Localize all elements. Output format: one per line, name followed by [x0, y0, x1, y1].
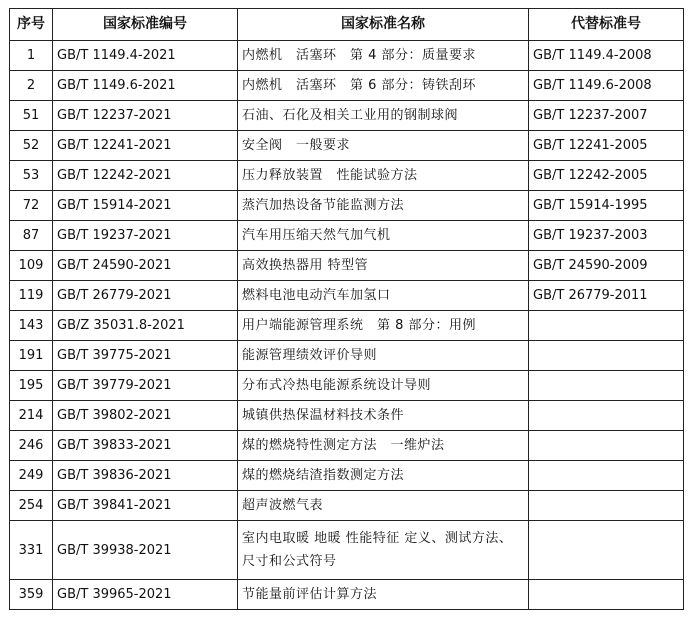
row-replaces: GB/T 26779-2011	[529, 281, 684, 311]
row-replaces: GB/T 12242-2005	[529, 161, 684, 191]
row-name: 城镇供热保温材料技术条件	[238, 401, 529, 431]
row-seq: 359	[10, 580, 53, 610]
row-name: 内燃机 活塞环 第 4 部分：质量要求	[238, 41, 529, 71]
row-name: 能源管理绩效评价导则	[238, 341, 529, 371]
row-replaces	[529, 461, 684, 491]
table-row	[10, 131, 684, 161]
row-seq: 195	[10, 371, 53, 401]
row-seq: 2	[10, 71, 53, 101]
row-code: GB/T 12237-2021	[53, 101, 238, 131]
row-name: 节能量前评估计算方法	[238, 580, 529, 610]
row-code: GB/Z 35031.8-2021	[53, 311, 238, 341]
row-replaces: GB/T 12237-2007	[529, 101, 684, 131]
table-row	[10, 221, 684, 251]
table-row	[10, 101, 684, 131]
row-code: GB/T 39833-2021	[53, 431, 238, 461]
row-seq: 53	[10, 161, 53, 191]
row-code: GB/T 19237-2021	[53, 221, 238, 251]
table-row	[10, 191, 684, 221]
table-row	[10, 401, 684, 431]
table-header-row	[10, 9, 684, 41]
row-replaces: GB/T 1149.4-2008	[529, 41, 684, 71]
table-row	[10, 281, 684, 311]
row-code: GB/T 39779-2021	[53, 371, 238, 401]
row-name: 燃料电池电动汽车加氢口	[238, 281, 529, 311]
row-code: GB/T 39836-2021	[53, 461, 238, 491]
row-name: 分布式冷热电能源系统设计导则	[238, 371, 529, 401]
row-code: GB/T 12241-2021	[53, 131, 238, 161]
row-replaces: GB/T 19237-2003	[529, 221, 684, 251]
standards-table	[9, 8, 684, 610]
row-name: 用户端能源管理系统 第 8 部分：用例	[238, 311, 529, 341]
row-code: GB/T 39775-2021	[53, 341, 238, 371]
table-row	[10, 161, 684, 191]
header-seq: 序号	[10, 9, 53, 41]
row-seq: 254	[10, 491, 53, 521]
table-row	[10, 341, 684, 371]
row-replaces	[529, 311, 684, 341]
row-code: GB/T 26779-2021	[53, 281, 238, 311]
row-replaces	[529, 580, 684, 610]
table-row	[10, 431, 684, 461]
row-seq: 249	[10, 461, 53, 491]
row-name: 煤的燃烧结渣指数测定方法	[238, 461, 529, 491]
table-row	[10, 521, 684, 580]
row-seq: 331	[10, 521, 53, 580]
row-name: 室内电取暖 地暖 性能特征 定义、测试方法、尺寸和公式符号	[238, 521, 529, 580]
row-name: 石油、石化及相关工业用的钢制球阀	[238, 101, 529, 131]
row-name: 超声波燃气表	[238, 491, 529, 521]
row-seq: 72	[10, 191, 53, 221]
row-replaces: GB/T 1149.6-2008	[529, 71, 684, 101]
row-replaces	[529, 491, 684, 521]
row-seq: 87	[10, 221, 53, 251]
row-seq: 51	[10, 101, 53, 131]
row-replaces	[529, 401, 684, 431]
row-name: 高效换热器用 特型管	[238, 251, 529, 281]
row-seq: 143	[10, 311, 53, 341]
row-seq: 214	[10, 401, 53, 431]
row-seq: 246	[10, 431, 53, 461]
row-code: GB/T 1149.4-2021	[53, 41, 238, 71]
row-name: 安全阀 一般要求	[238, 131, 529, 161]
table-row	[10, 580, 684, 610]
row-name: 煤的燃烧特性测定方法 一维炉法	[238, 431, 529, 461]
header-name: 国家标准名称	[238, 9, 529, 41]
row-name: 压力释放装置 性能试验方法	[238, 161, 529, 191]
table-row	[10, 71, 684, 101]
row-code: GB/T 24590-2021	[53, 251, 238, 281]
row-replaces	[529, 341, 684, 371]
row-code: GB/T 39965-2021	[53, 580, 238, 610]
table-row	[10, 491, 684, 521]
row-seq: 191	[10, 341, 53, 371]
row-replaces	[529, 431, 684, 461]
row-name: 内燃机 活塞环 第 6 部分：铸铁刮环	[238, 71, 529, 101]
row-code: GB/T 39938-2021	[53, 521, 238, 580]
table-row	[10, 251, 684, 281]
table-row	[10, 371, 684, 401]
row-code: GB/T 39802-2021	[53, 401, 238, 431]
row-replaces: GB/T 12241-2005	[529, 131, 684, 161]
row-replaces	[529, 371, 684, 401]
row-code: GB/T 15914-2021	[53, 191, 238, 221]
row-seq: 52	[10, 131, 53, 161]
row-seq: 119	[10, 281, 53, 311]
row-name: 汽车用压缩天然气加气机	[238, 221, 529, 251]
table-row	[10, 41, 684, 71]
table-row	[10, 461, 684, 491]
row-code: GB/T 1149.6-2021	[53, 71, 238, 101]
row-seq: 109	[10, 251, 53, 281]
table-row	[10, 311, 684, 341]
row-name: 蒸汽加热设备节能监测方法	[238, 191, 529, 221]
row-seq: 1	[10, 41, 53, 71]
header-code: 国家标准编号	[53, 9, 238, 41]
row-code: GB/T 39841-2021	[53, 491, 238, 521]
header-replaces: 代替标准号	[529, 9, 684, 41]
row-replaces: GB/T 24590-2009	[529, 251, 684, 281]
row-replaces: GB/T 15914-1995	[529, 191, 684, 221]
row-code: GB/T 12242-2021	[53, 161, 238, 191]
row-replaces	[529, 521, 684, 580]
